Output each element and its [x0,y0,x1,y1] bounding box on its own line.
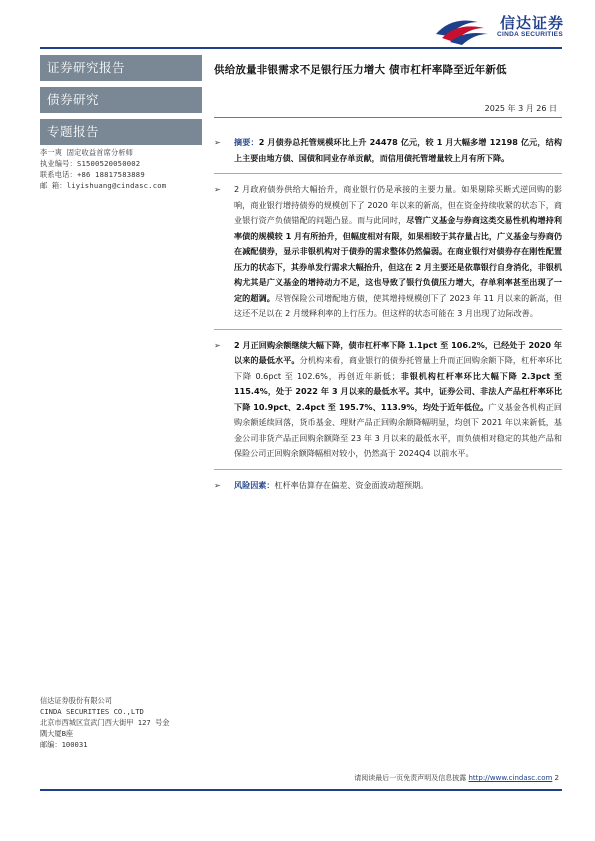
bullet-text: 分机构来看，商业银行的债券托管量上升而正回购余额下降，杠杆率环比下降 0.6pct 至 102.6%，再创近年新低； [234,355,562,381]
sidebar-block-report-type: 证券研究报告 [40,55,202,81]
company-info [40,695,202,750]
bullet-text: 尽管保险公司增配地方债，使其增持规模创下了 2023 年 11 月以来的新高，但这还不足以在 2 月缓释利率的上行压力。但这样的状态可能在 3 月出现了边际改善。 [234,292,562,318]
bullet-divider [214,469,562,470]
header-rule [40,47,562,49]
brand-name-cn: 信达证券 [500,14,565,32]
brand-name-en: CINDA SECURITIES [497,31,563,38]
summary-bullet [214,338,562,462]
bullet-divider [214,173,562,174]
summary-bullets [214,135,562,500]
bullet-text: 尽管广义基金与券商这类交易性机构增持利率债的规模较 1 月有所抬升，但幅度相对有限，如果相较于其存量占比，广义基金与券商仍在减配债券，显示非银机构对于债券的需求整体仍然偏弱。在商业银行对债券存在刚性配置压力的状态下，其券单发行需求大幅抬升，但这在 2 月主要还是依靠银行自身消化，非银机构尤其是广义基金的增持动力不足，这也导致了银行负债压力增大，存单利率甚至出现了一定的超调。 [234,215,562,303]
author-email[interactable]: 邮 箱：liyishuang@cindasc.com [40,181,167,190]
summary-bullet [214,182,562,322]
report-date: 2025 年 3 月 26 日 [484,104,557,113]
bullet-arrow-icon: ➢ [214,185,221,194]
sidebar-block-subtype: 专题报告 [40,119,202,145]
company-address: 北京市西城区宣武门西大街甲 127 号金 [40,718,170,727]
report-title: 供给放量非银需求不足银行压力增大 债市杠杆率降至近年新低 [214,64,507,76]
bullet-text: 2 月债券总托管规模环比上升 24478 亿元，较 1 月大幅多增 12198 亿元，结构上主要由地方债、国债和同业存单贡献，而信用债托管增量较上月有所下降。 [234,137,562,163]
date-rule [214,117,562,118]
bullet-text: 风险因素： [234,479,275,490]
bullet-text: 2 月政府债券供给大幅抬升，商业银行仍是承接的主要力量。如果剔除买断式逆回购的影响，商业银行增持债券的规模创下了 2020 年以来的新高，但在资金持续收紧的状态下，商业银行资产负债错配的问题凸显。而与此同时， [234,184,562,225]
company-postcode: 邮编：100031 [40,740,88,749]
bullet-text: 摘要： [234,137,259,147]
bullet-arrow-icon: ➢ [214,480,221,490]
bullet-arrow-icon: ➢ [214,340,221,350]
company-name-en: CINDA SECURITIES CO.,LTD [40,707,144,716]
bullet-text: 杠杆率估算存在偏差、资金面波动超预期。 [274,479,429,490]
bullet-divider [214,329,562,330]
page-number: 2 [554,774,559,782]
sidebar [40,55,202,795]
company-address-2: 隅大厦B座 [40,729,74,738]
sidebar-block-category: 债券研究 [40,87,202,113]
author-license: 执业编号：S1500520050002 [40,159,141,168]
summary-bullet [214,478,562,494]
bullet-text: 2 月正回购余额继续大幅下降，债市杠杆率下降 1.1pct 至 106.2%，已经处于 2020 年以来的最低水平。 [234,339,562,365]
author-name-title: 李一爽 固定收益首席分析师 [40,148,134,157]
disclaimer-text: 请阅读最后一页免责声明及信息披露 [354,774,469,782]
company-name-cn: 信达证券股份有限公司 [40,696,112,705]
author-info [40,147,202,191]
bullet-arrow-icon: ➢ [214,138,221,147]
page-footer [354,773,559,783]
author-phone: 联系电话：+86 18817583889 [40,170,145,179]
website-link[interactable]: http://www.cindasc.com [468,774,553,782]
bullet-text: 非银机构杠杆率环比大幅下降 2.3pct 至 115.4%，处于 2022 年 3 月以来的最低水平。其中，证券公司、非法人产品杠杆率环比下降 10.9pct、2.4pct 至 195.7%、113.9%，均处于近年低位。 [234,370,563,412]
bullet-text: 广义基金各机构正回购余额延续回落，货币基金、理财产品正回购余额降幅明显，均创下 2021 年以来新低，基金公司非货产品正回购余额降至 23 年 3 月以来的最低水平，而负债相对稳定的其他产品和保险公司正回购余额降幅相对较小，仍然高于 2024Q4 以前水平。 [234,401,562,458]
summary-bullet [214,135,562,166]
footer-rule [40,789,562,791]
